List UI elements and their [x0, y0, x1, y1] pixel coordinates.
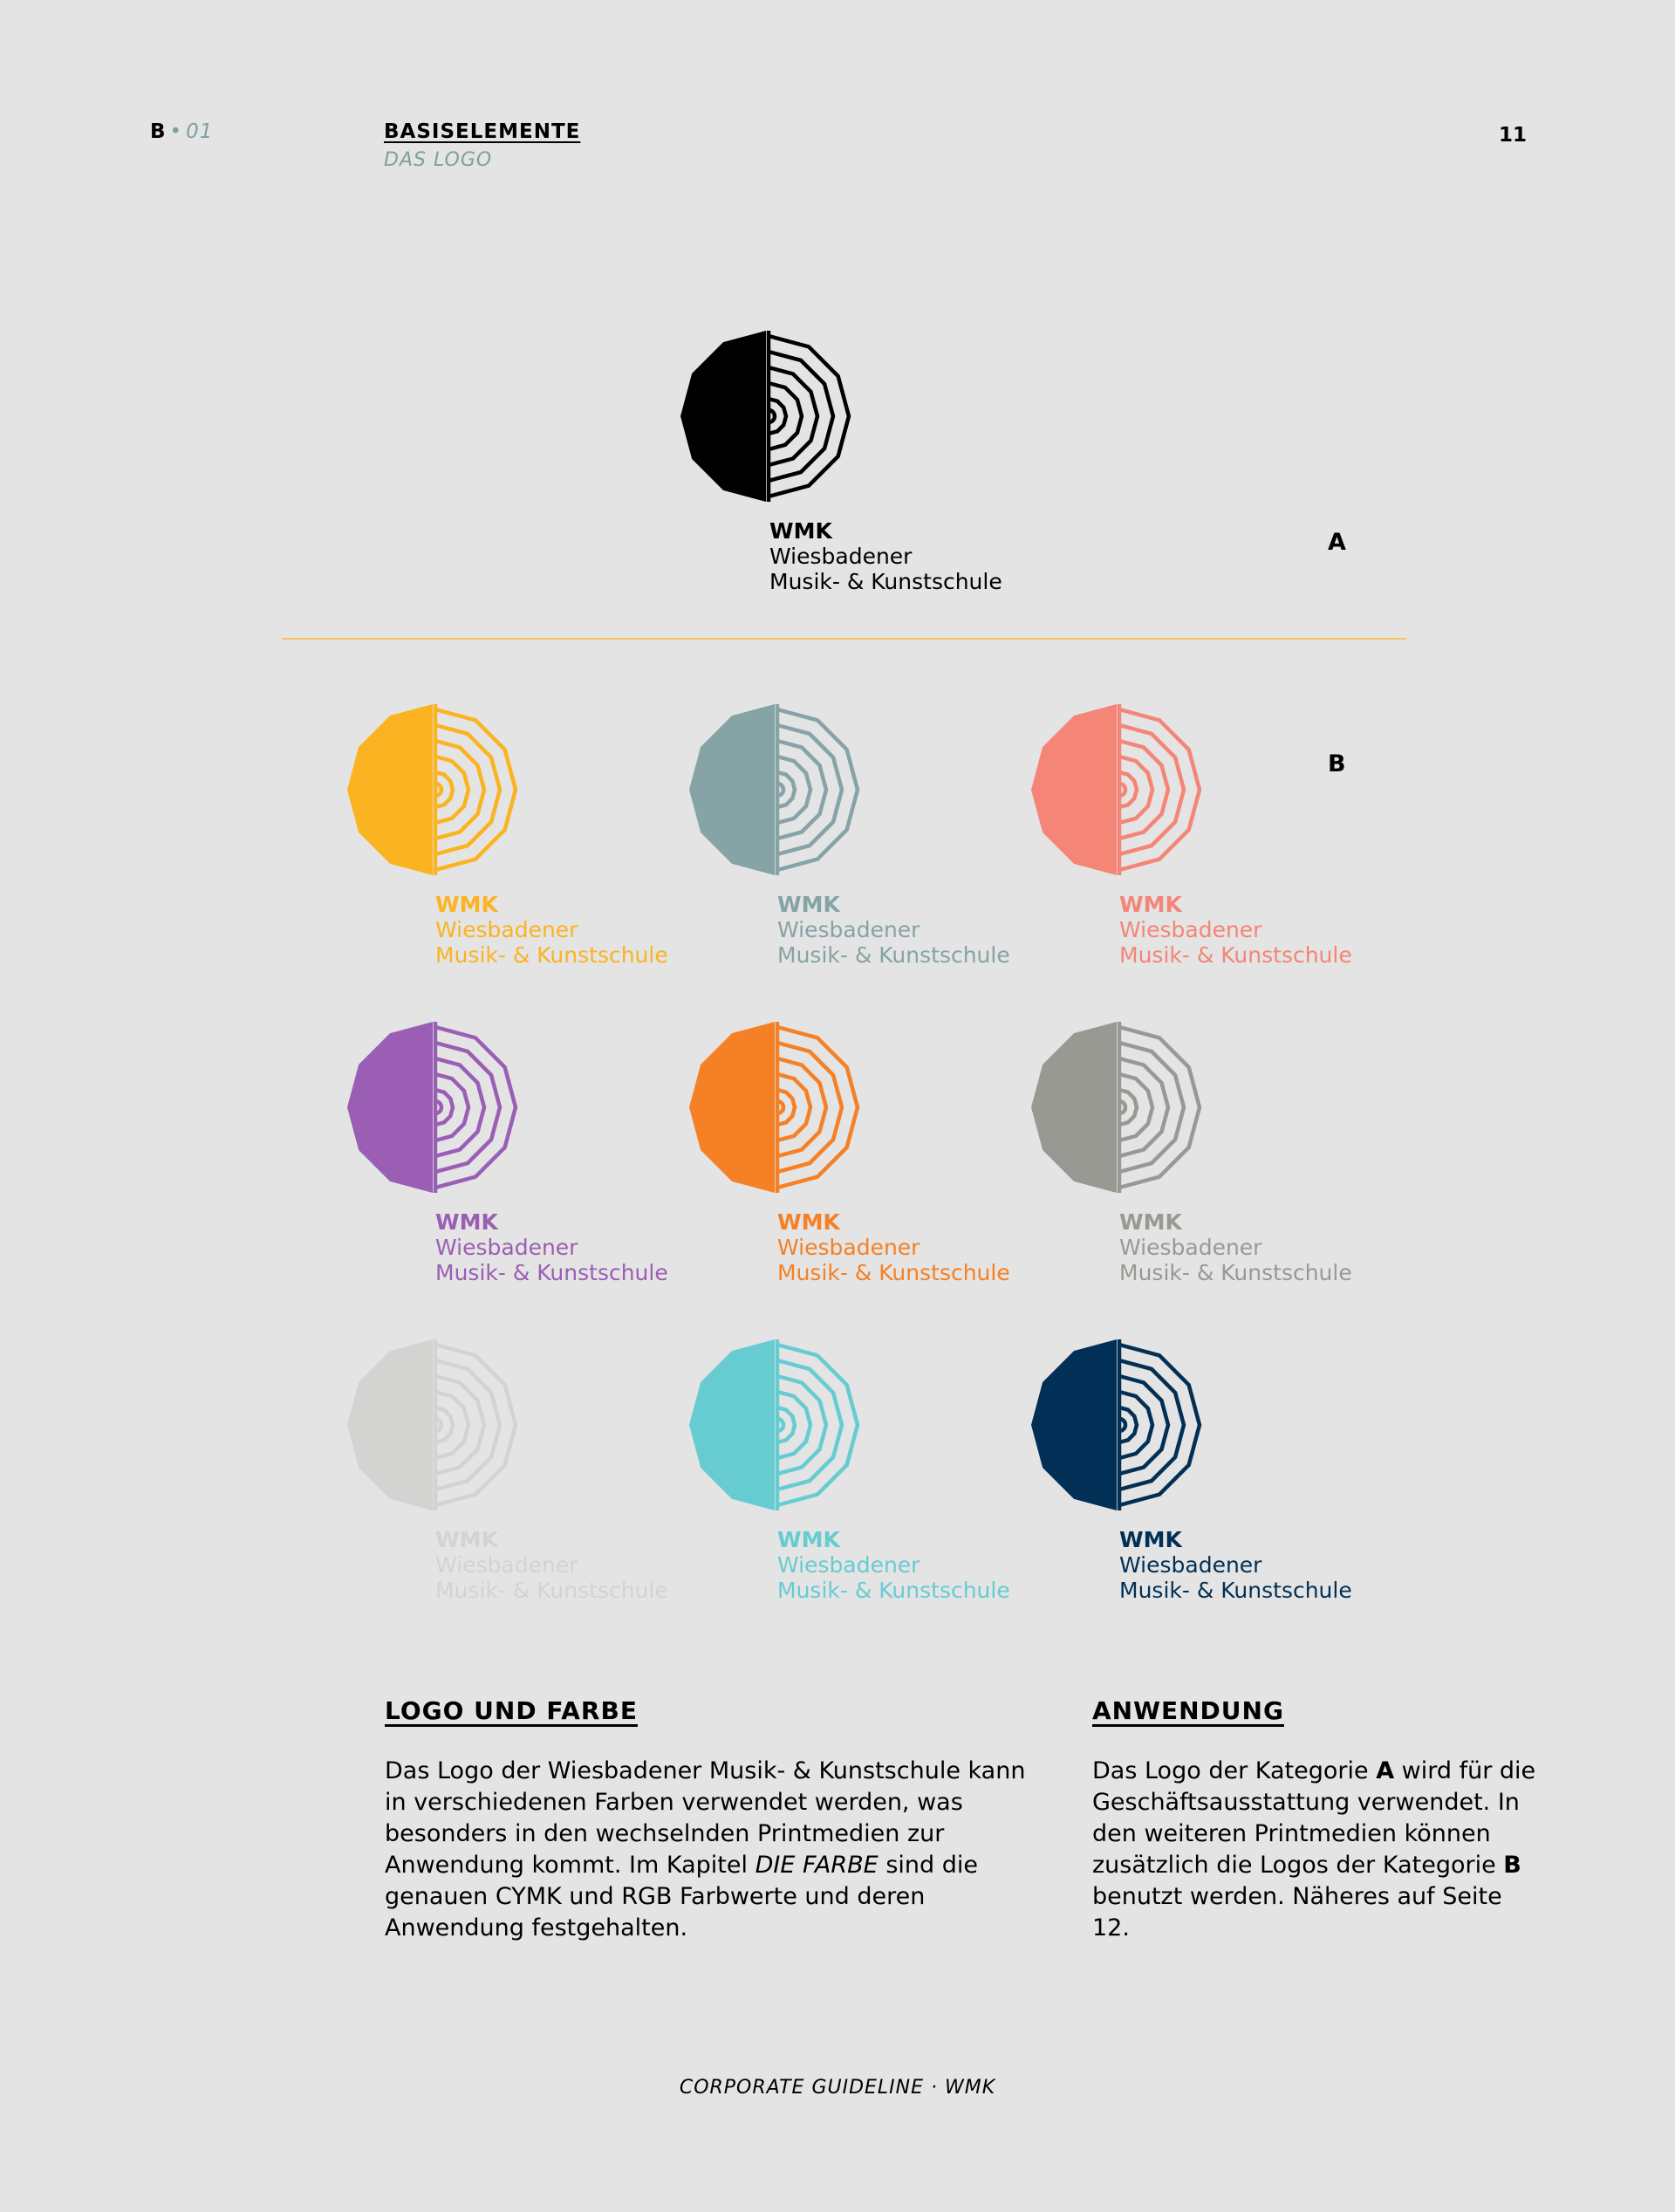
logo-und-farbe-text — [385, 1756, 1048, 1944]
anwendung-text — [1092, 1756, 1546, 1944]
logo-mark-b-7 — [347, 1338, 522, 1512]
anwendung-heading: ANWENDUNG — [1092, 1696, 1284, 1725]
logo-line-1: Wiesbadener — [777, 1235, 920, 1260]
logo-abbr: WMK — [435, 892, 498, 917]
logo-text-b-8 — [777, 1527, 1010, 1603]
logo-mark-b-3 — [1031, 702, 1206, 877]
logo-line-2: Musik- & Kunstschule — [1119, 1578, 1352, 1603]
logo-abbr: WMK — [777, 892, 840, 917]
logo-line-1: Wiesbadener — [777, 917, 920, 942]
section-letter: B — [150, 120, 167, 143]
logo-text-b-6 — [1119, 1209, 1352, 1285]
text-bold: A — [1376, 1757, 1395, 1784]
logo-line-2: Musik- & Kunstschule — [777, 1578, 1010, 1603]
logo-line-1: Wiesbadener — [769, 544, 913, 569]
footer: CORPORATE GUIDELINE · WMK — [679, 2077, 996, 2099]
logo-line-2: Musik- & Kunstschule — [769, 569, 1002, 594]
divider — [282, 638, 1406, 640]
category-b-label: B — [1328, 750, 1346, 777]
logo-mark-b-6 — [1031, 1020, 1206, 1195]
logo-und-farbe-heading: LOGO UND FARBE — [385, 1696, 638, 1725]
logo-abbr: WMK — [1119, 1209, 1182, 1235]
section-separator: • — [169, 120, 183, 143]
logo-abbr: WMK — [435, 1209, 498, 1235]
text-part: Das Logo der Wiesbadener Musik- & Kunstschule kann in verschiedenen Farben verwendet werden, was besonders in den wechselnden Printmedien zur Anwendung kommt. Im Kapitel — [385, 1757, 1026, 1879]
logo-line-1: Wiesbadener — [435, 917, 578, 942]
logo-mark-b-1 — [347, 702, 522, 877]
logo-text-b-7 — [435, 1527, 668, 1603]
text-part: wird für die Geschäftsausstattung verwendet. In den weiteren Printmedien können zusätzlich die Logos der Kategorie — [1092, 1757, 1536, 1879]
section-title: BASISELEMENTE — [384, 120, 581, 143]
logo-line-2: Musik- & Kunstschule — [435, 1578, 668, 1603]
logo-text-b-3 — [1119, 892, 1352, 968]
logo-mark-b-4 — [347, 1020, 522, 1195]
section-code — [150, 120, 213, 143]
logo-line-1: Wiesbadener — [435, 1552, 578, 1578]
logo-abbr: WMK — [435, 1527, 498, 1552]
logo-abbr: WMK — [1119, 892, 1182, 917]
logo-text-b-9 — [1119, 1527, 1352, 1603]
logo-line-2: Musik- & Kunstschule — [1119, 942, 1352, 968]
logo-line-2: Musik- & Kunstschule — [435, 942, 668, 968]
logo-line-1: Wiesbadener — [777, 1552, 920, 1578]
logo-text-b-2 — [777, 892, 1010, 968]
text-italic: DIE FARBE — [755, 1852, 879, 1879]
logo-text-b-1 — [435, 892, 668, 968]
logo-mark-b-5 — [689, 1020, 864, 1195]
logo-abbr: WMK — [777, 1209, 840, 1235]
logo-line-2: Musik- & Kunstschule — [1119, 1260, 1352, 1285]
logo-line-1: Wiesbadener — [1119, 1235, 1262, 1260]
section-subtitle: DAS LOGO — [384, 149, 493, 171]
text-bold: B — [1503, 1852, 1521, 1879]
text-part: sind die genauen CYMK und RGB Farbwerte und deren Anwendung festgehalten. — [385, 1852, 978, 1941]
logo-text-b-4 — [435, 1209, 668, 1285]
logo-line-2: Musik- & Kunstschule — [435, 1260, 668, 1285]
text-part: Das Logo der Kategorie — [1092, 1757, 1377, 1784]
category-a-label: A — [1328, 529, 1346, 556]
logo-line-2: Musik- & Kunstschule — [777, 1260, 1010, 1285]
text-part: benutzt werden. Näheres auf Seite 12. — [1092, 1883, 1502, 1941]
section-number: 01 — [186, 120, 214, 143]
logo-abbr: WMK — [769, 518, 832, 544]
logo-mark-b-2 — [689, 702, 864, 877]
logo-line-1: Wiesbadener — [1119, 1552, 1262, 1578]
logo-mark-b-8 — [689, 1338, 864, 1512]
logo-mark-b-9 — [1031, 1338, 1206, 1512]
logo-abbr: WMK — [1119, 1527, 1182, 1552]
page-number: 11 — [1498, 124, 1527, 147]
logo-line-2: Musik- & Kunstschule — [777, 942, 1010, 968]
logo-text-a — [769, 518, 1002, 594]
logo-text-b-5 — [777, 1209, 1010, 1285]
logo-mark-a — [680, 329, 855, 503]
logo-line-1: Wiesbadener — [435, 1235, 578, 1260]
logo-line-1: Wiesbadener — [1119, 917, 1262, 942]
logo-abbr: WMK — [777, 1527, 840, 1552]
